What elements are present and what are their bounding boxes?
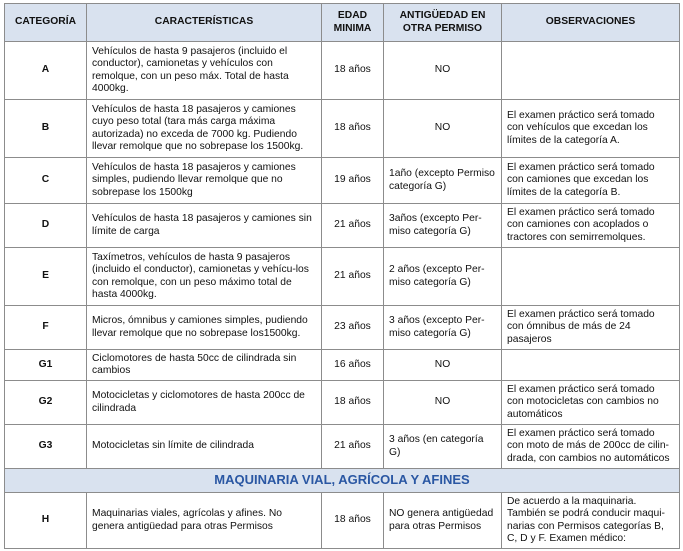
category-cell: G1	[5, 350, 87, 381]
min-age-cell: 21 años	[322, 425, 384, 469]
header-row	[5, 4, 680, 42]
seniority-cell: NO	[384, 100, 502, 158]
table-row	[5, 204, 680, 248]
header-categoria: CATEGORÍA	[5, 4, 87, 42]
characteristics-cell: Vehículos de hasta 18 pasajeros y camiones simples, pudiendo llevar remolque que no sobrepase los 1500kg	[87, 158, 322, 204]
table-row	[5, 381, 680, 425]
category-cell: F	[5, 306, 87, 350]
characteristics-cell: Taxímetros, vehículos de hasta 9 pasajeros (incluido el conductor), camionetas y vehícu-los con remolque, con un peso máximo total de hasta 4000kg.	[87, 248, 322, 306]
seniority-cell: 2 años (excepto Per-miso categoría G)	[384, 248, 502, 306]
category-cell: A	[5, 42, 87, 100]
characteristics-cell: Vehículos de hasta 18 pasajeros y camiones cuyo peso total (tara más carga máxima autorizada) no exceda de 7000 kg. Pudiendo llevar remolque que no sobrepase los 1500kg.	[87, 100, 322, 158]
observations-cell: El examen práctico será tomado con moto de más de 200cc de cilin-drada, con cambios no automáticos	[502, 425, 680, 469]
characteristics-cell: Ciclomotores de hasta 50cc de cilindrada sin cambios	[87, 350, 322, 381]
table-row	[5, 306, 680, 350]
observations-cell	[502, 248, 680, 306]
min-age-cell: 18 años	[322, 493, 384, 549]
observations-cell: El examen práctico será tomado con ómnibus de más de 24 pasajeros	[502, 306, 680, 350]
category-cell: G2	[5, 381, 87, 425]
header-edad-minima: EDAD MINIMA	[322, 4, 384, 42]
min-age-cell: 21 años	[322, 204, 384, 248]
category-cell: B	[5, 100, 87, 158]
table-row	[5, 42, 680, 100]
characteristics-cell: Motocicletas sin límite de cilindrada	[87, 425, 322, 469]
seniority-cell: NO	[384, 350, 502, 381]
characteristics-cell: Vehículos de hasta 9 pasajeros (incluido el conductor), camionetas y vehículos con remolque, con un peso máx. Total de hasta 4000kg.	[87, 42, 322, 100]
category-cell: G3	[5, 425, 87, 469]
min-age-cell: 18 años	[322, 381, 384, 425]
table-row	[5, 350, 680, 381]
table-row	[5, 100, 680, 158]
category-cell: D	[5, 204, 87, 248]
observations-cell: El examen práctico será tomado con vehículos que excedan los límites de la categoría A.	[502, 100, 680, 158]
characteristics-cell: Micros, ómnibus y camiones simples, pudiendo llevar remolque que no sobrepase los1500kg.	[87, 306, 322, 350]
header-observaciones: OBSERVACIONES	[502, 4, 680, 42]
table-row	[5, 248, 680, 306]
min-age-cell: 21 años	[322, 248, 384, 306]
observations-cell: El examen práctico será tomado con camiones con acoplados o tractores con semirremolques.	[502, 204, 680, 248]
header-caracteristicas: CARACTERÍSTICAS	[87, 4, 322, 42]
seniority-cell: NO	[384, 381, 502, 425]
category-cell: E	[5, 248, 87, 306]
min-age-cell: 16 años	[322, 350, 384, 381]
header-antiguedad: ANTIGÜEDAD EN OTRA PERMISO	[384, 4, 502, 42]
table-row	[5, 158, 680, 204]
table-row	[5, 493, 680, 549]
seniority-cell: NO	[384, 42, 502, 100]
section-title: MAQUINARIA VIAL, AGRÍCOLA Y AFINES	[5, 469, 680, 493]
min-age-cell: 18 años	[322, 42, 384, 100]
characteristics-cell: Motocicletas y ciclomotores de hasta 200cc de cilindrada	[87, 381, 322, 425]
seniority-cell: 1año (excepto Permiso categoría G)	[384, 158, 502, 204]
seniority-cell: 3 años (excepto Per-miso categoría G)	[384, 306, 502, 350]
category-cell: H	[5, 493, 87, 549]
license-categories-table	[4, 3, 680, 549]
seniority-cell: 3 años (en categoría G)	[384, 425, 502, 469]
seniority-cell: NO genera antigüedad para otras Permisos	[384, 493, 502, 549]
observations-cell: El examen práctico será tomado con camiones que excedan los límites de la categoría B.	[502, 158, 680, 204]
observations-cell: De acuerdo a la maquinaria. También se podrá conducir maqui-narias con Permisos categorías B, C, D y F. Examen médico:	[502, 493, 680, 549]
min-age-cell: 23 años	[322, 306, 384, 350]
characteristics-cell: Vehículos de hasta 18 pasajeros y camiones sin límite de carga	[87, 204, 322, 248]
observations-cell	[502, 42, 680, 100]
section-row	[5, 469, 680, 493]
table-row	[5, 425, 680, 469]
observations-cell: El examen práctico será tomado con motocicletas con cambios no automáticos	[502, 381, 680, 425]
characteristics-cell: Maquinarias viales, agrícolas y afines. No genera antigüedad para otras Permisos	[87, 493, 322, 549]
seniority-cell: 3años (excepto Per-miso categoría G)	[384, 204, 502, 248]
observations-cell	[502, 350, 680, 381]
category-cell: C	[5, 158, 87, 204]
min-age-cell: 18 años	[322, 100, 384, 158]
min-age-cell: 19 años	[322, 158, 384, 204]
